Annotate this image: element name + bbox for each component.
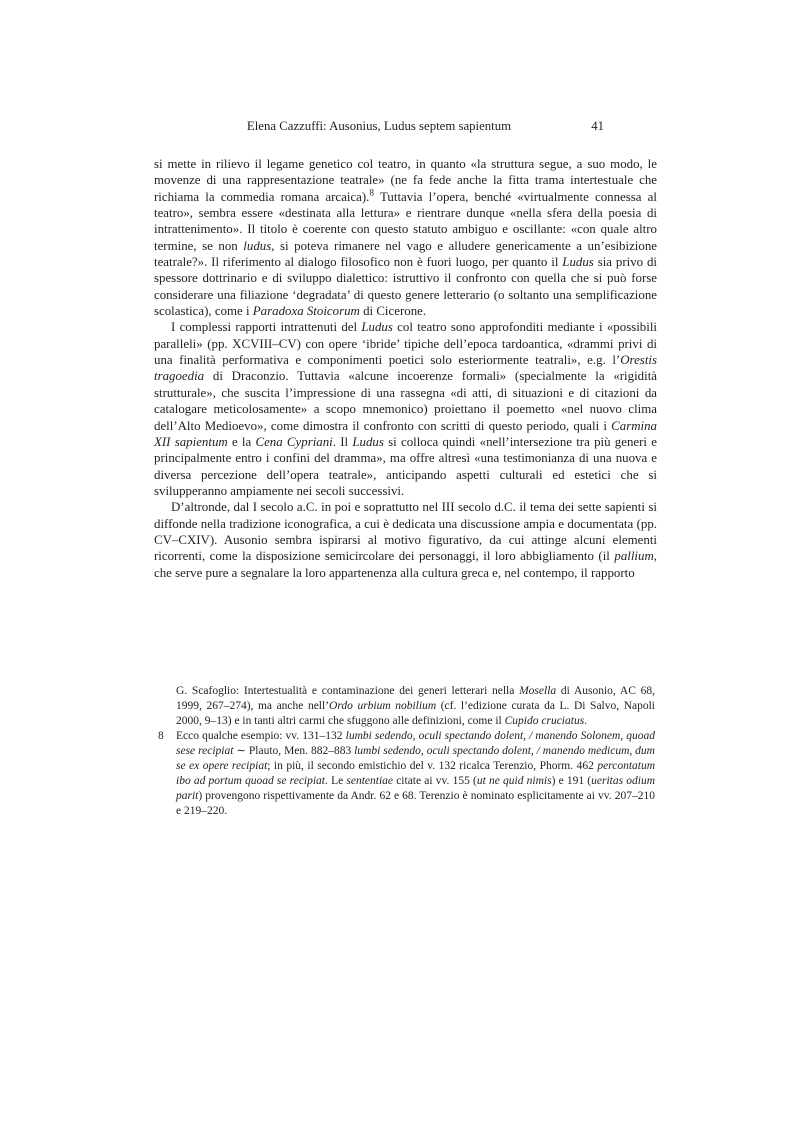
footnote-text: G. Scafoglio: Intertestualità e contaminazione dei generi letterari nella Mosella di Ausonio, AC 68, 1999, 267–274), ma anche nell’Ordo urbium nobilium (cf. l’edizione curata da L. Di Salvo, Napoli 2000, 9–13) e in tanti altri carmi che sfuggono alle definizioni, come il Cupido cruciatus. [176,685,655,727]
paragraph: I complessi rapporti intrattenuti del Ludus col teatro sono approfonditi mediante i «possibili paralleli» (pp. XCVIII–CV) con opere ‘ibride’ tipiche dell’epoca tardoantica, «drammi privi di una finalità performativa e componimenti poetici solo esteriormente teatrali», e.g. l’Orestis tragoedia di Draconzio. Tuttavia «alcune incoerenze formali» (specialmente la «rigidità strutturale», che suscita l’impressione di una rassegna «di atti, di situazioni e di citazioni da catalogare meticolosamente» a scopo mnemonico) proiettano il poemetto «nel nuovo clima dell’Alto Medioevo», come dimostra il confronto con scritti di questo periodo, quali i Carmina XII sapientum e la Cena Cypriani. Il Ludus si colloca quindi «nell’intersezione tra più generi e principalmente entro i confini del dramma», ma offre altresì «una testimonianza di una nuova e diversa percezione dell’opera teatrale», anticipando aspetti culturali ed estetici che si svilupperanno ampiamente nei secoli successivi. [154,320,657,498]
paragraph: D’altronde, dal I secolo a.C. in poi e soprattutto nel III secolo d.C. il tema dei sette sapienti si diffonde nella tradizione iconografica, a cui è dedicata una discussione ampia e documentata (pp. CV–CXIV). Ausonio sembra ispirarsi al motivo figurativo, da cui attinge alcuni elementi ricorrenti, come la disposizione semicircolare dei personaggi, il loro abbigliamento (il pallium, che serve pure a segnalare la loro appartenenza alla cultura greca e, nel contempo, il rapporto [154,500,657,580]
footnote-number: 8 [158,730,164,742]
running-header [154,118,604,134]
page-number: 41 [591,119,604,133]
footnote-continuation [176,684,655,729]
footnote-text: Ecco qualche esempio: vv. 131–132 lumbi sedendo, oculi spectando dolent, / manendo Solonem, quoad sese recipiat ∼ Plauto, Men. 882–883 lumbi sedendo, oculi spectando dolent, / manendo medicum, dum se ex opere recipiat; in più, il secondo emistichio del v. 132 ricalca Terenzio, Phorm. 462 percontatum ibo ad portum quoad se recipiat. Le sententiae citate ai vv. 155 (ut ne quid nimis) e 191 (ueritas odium parit) provengono rispettivamente da Andr. 62 e 68. Terenzio è nominato esplicitamente ai vv. 207–210 e 219–220. [176,730,656,817]
footnotes-block [158,684,656,819]
running-title: Elena Cazzuffi: Ausonius, Ludus septem sapientum [246,119,512,133]
body-text [154,156,657,581]
paragraph: si mette in rilievo il legame genetico col teatro, in quanto «la struttura segue, a suo modo, le movenze di una rappresentazione teatrale» (ne fa fede anche la fitta trama intertestuale che richiama la commedia romana arcaica).$^8$ Tuttavia l’opera, benché «virtualmente connessa al teatro», sembra essere «destinata alla lettura» e rientrare dunque «nella sfera della poesia di intrattenimento». Il titolo è coerente con questo statuto ambiguo e oscillante: «con quale altro termine, se non ludus, si poteva rimanere nel vago e alludere genericamente a un’esibizione teatrale?». Il riferimento al dialogo filosofico non è fuori luogo, per quanto il Ludus sia privo di spessore dottrinario e di sviluppo dialettico: istruttivo il confronto con quella che si può forse considerare una filiazione ‘degradata’ di questo genere letterario (o soltanto una semplificazione scolastica), come i Paradoxa Stoicorum di Cicerone. [154,157,658,319]
footnote-8 [158,729,656,819]
